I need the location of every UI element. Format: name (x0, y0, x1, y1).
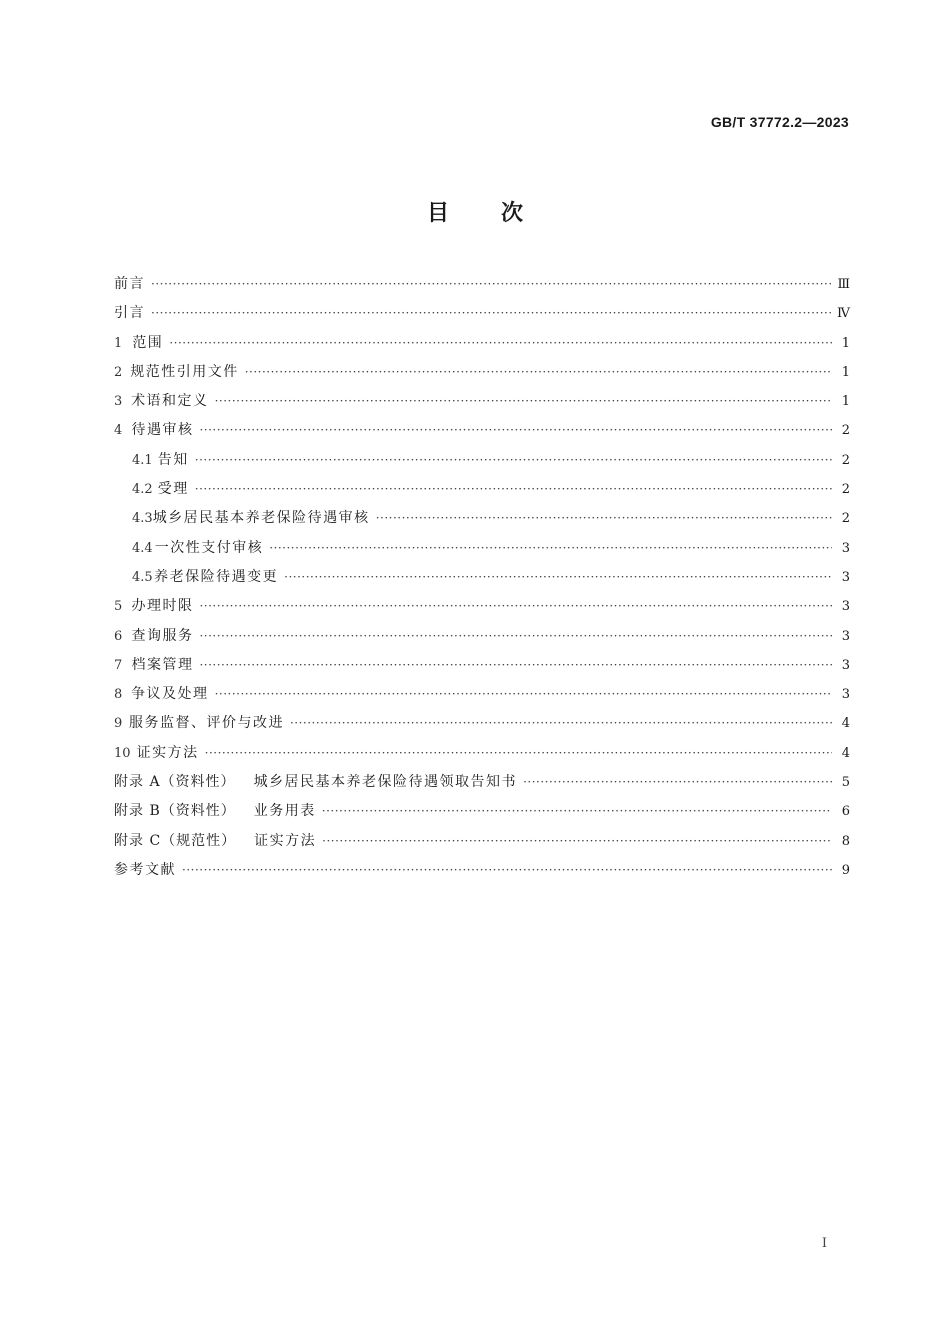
toc-entry-foreword[interactable] (114, 270, 850, 299)
toc-leader-dots (215, 387, 832, 416)
toc-entry-page: 9 (841, 862, 850, 878)
toc-leader-dots (199, 651, 832, 680)
page-title-first: 目 (426, 201, 449, 226)
toc-entry-number: 5 (114, 599, 123, 615)
toc-entry-page: 6 (841, 804, 850, 820)
toc-annex-label: 附录 C（规范性） (114, 832, 237, 849)
toc-leader-dots (523, 768, 832, 797)
toc-entry-5[interactable] (114, 592, 850, 621)
toc-entry-page: 3 (841, 569, 850, 585)
toc-entry-page: 1 (841, 364, 850, 380)
standard-number: GB/T 37772.2—2023 (710, 114, 849, 130)
toc-entry-8[interactable] (114, 680, 850, 709)
toc-entry-number: 7 (114, 657, 123, 673)
toc-entry-title: 档案管理 (131, 656, 194, 673)
toc-leader-dots (376, 504, 832, 533)
toc-leader-dots (151, 270, 831, 299)
toc-annex-title: 城乡居民基本养老保险待遇领取告知书 (253, 774, 518, 791)
toc-entry-3[interactable] (114, 387, 850, 416)
toc-entry-page: 2 (841, 423, 850, 439)
toc-leader-dots (284, 563, 832, 592)
page-title-second: 次 (501, 201, 524, 226)
toc-entry-title: 证实方法 (136, 744, 199, 761)
toc-entry-number: 4.3 (132, 511, 153, 527)
toc-entry-title: 术语和定义 (131, 393, 209, 410)
toc-leader-dots (195, 446, 832, 475)
toc-entry-title: 查询服务 (131, 627, 194, 644)
toc-entry-page: 3 (841, 540, 850, 556)
toc-leader-dots (269, 534, 832, 563)
toc-entry-4-5[interactable] (114, 563, 850, 592)
toc-entry-introduction[interactable] (114, 299, 850, 328)
toc-entry-title: 受理 (157, 481, 189, 498)
toc-annex-label: 附录 A（资料性） (114, 774, 236, 791)
toc-leader-dots (151, 299, 831, 328)
toc-entry-2[interactable] (114, 358, 850, 387)
page-number: I (821, 1236, 827, 1251)
toc-entry-1[interactable] (114, 329, 850, 358)
toc-entry-page: 2 (841, 511, 850, 527)
toc-leader-dots (199, 416, 832, 445)
toc-entry-title: 争议及处理 (131, 686, 209, 703)
toc-entry-page: 8 (841, 833, 850, 849)
table-of-contents (114, 270, 850, 885)
toc-entry-9[interactable] (114, 709, 850, 738)
toc-entry-page: 3 (841, 687, 850, 703)
toc-entry-6[interactable] (114, 622, 850, 651)
toc-entry-bibliography[interactable] (114, 856, 850, 885)
toc-leader-dots (205, 739, 832, 768)
toc-entry-number: 1 (114, 335, 123, 351)
toc-entry-4-3[interactable] (114, 504, 850, 533)
toc-leader-dots (322, 827, 832, 856)
toc-entry-number: 9 (114, 716, 123, 732)
toc-leader-dots (290, 709, 832, 738)
page-title (0, 196, 950, 227)
toc-leader-dots (199, 592, 832, 621)
toc-entry-title: 待遇审核 (131, 422, 194, 439)
toc-entry-number: 3 (114, 394, 123, 410)
toc-leader-dots (215, 680, 832, 709)
toc-entry-number: 10 (114, 745, 131, 761)
toc-entry-number: 4.2 (132, 482, 153, 498)
toc-entry-number: 8 (114, 687, 123, 703)
toc-entry-page: 2 (841, 452, 850, 468)
toc-entry-page: 1 (841, 394, 850, 410)
toc-leader-dots (245, 358, 832, 387)
toc-entry-page: 4 (841, 716, 850, 732)
toc-entry-page: 3 (841, 599, 850, 615)
toc-entry-number: 4.4 (132, 540, 153, 556)
toc-entry-number: 4.1 (132, 452, 153, 468)
toc-entry-title: 范围 (132, 334, 164, 351)
toc-entry-number: 6 (114, 628, 123, 644)
toc-entry-annex-a[interactable] (114, 768, 850, 797)
toc-entry-title: 引言 (114, 305, 145, 322)
toc-entry-number: 4.5 (132, 569, 153, 585)
toc-entry-title: 告知 (157, 451, 189, 468)
toc-entry-page: Ⅲ (837, 277, 850, 292)
toc-annex-title: 证实方法 (254, 832, 317, 849)
toc-entry-page: 2 (841, 482, 850, 498)
toc-leader-dots (199, 622, 832, 651)
toc-entry-page: 3 (841, 628, 850, 644)
toc-entry-10[interactable] (114, 739, 850, 768)
toc-entry-number: 4 (114, 423, 123, 439)
toc-entry-4[interactable] (114, 416, 850, 445)
toc-leader-dots (322, 797, 832, 826)
toc-entry-title: 一次性支付审核 (154, 539, 264, 556)
toc-annex-title: 业务用表 (253, 803, 316, 820)
toc-entry-title: 服务监督、评价与改进 (128, 715, 284, 732)
toc-entry-page: Ⅳ (837, 306, 850, 322)
toc-leader-dots (182, 856, 832, 885)
toc-entry-page: 1 (841, 335, 850, 351)
toc-entry-title: 养老保险待遇变更 (154, 568, 279, 585)
toc-entry-4-4[interactable] (114, 534, 850, 563)
toc-entry-page: 4 (841, 745, 850, 761)
toc-entry-annex-b[interactable] (114, 797, 850, 826)
toc-entry-title: 城乡居民基本养老保险待遇审核 (152, 510, 370, 527)
toc-entry-page: 3 (841, 657, 850, 673)
toc-entry-title: 规范性引用文件 (130, 363, 239, 380)
toc-entry-7[interactable] (114, 651, 850, 680)
toc-entry-page: 5 (841, 775, 850, 791)
toc-entry-title: 参考文献 (114, 861, 176, 878)
toc-leader-dots (169, 329, 832, 358)
toc-entry-title: 办理时限 (131, 598, 194, 615)
toc-entry-4-2[interactable] (114, 475, 850, 504)
toc-entry-annex-c[interactable] (114, 827, 850, 856)
toc-annex-label: 附录 B（资料性） (114, 803, 236, 820)
toc-entry-number: 2 (114, 364, 123, 380)
toc-entry-title: 前言 (114, 276, 145, 292)
toc-entry-4-1[interactable] (114, 446, 850, 475)
toc-leader-dots (195, 475, 832, 504)
